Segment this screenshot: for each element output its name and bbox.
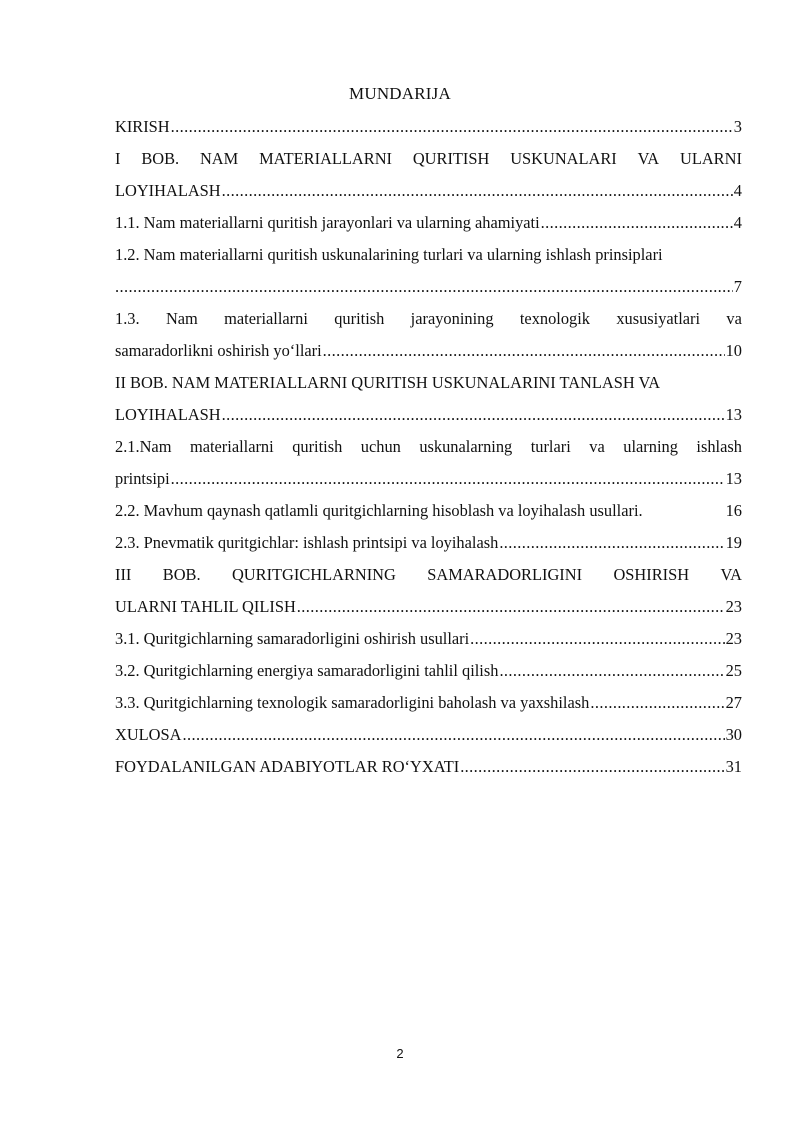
toc-entry[interactable]	[115, 624, 742, 654]
toc-entry-page: 23	[725, 629, 742, 648]
leader-dots	[222, 400, 725, 430]
leader-dots	[499, 656, 724, 686]
toc-entry[interactable]	[115, 112, 742, 142]
toc-entry-label: 1.1. Nam materiallarni quritish jarayonlari va ularning ahamiyati	[115, 213, 540, 232]
toc-entry-line1[interactable]	[115, 560, 742, 590]
toc-entry[interactable]	[115, 272, 742, 302]
word: quritish	[292, 437, 343, 456]
leader-dots	[460, 752, 724, 782]
toc-entry-line1[interactable]	[115, 144, 742, 174]
word: uskunalarning	[419, 437, 513, 456]
toc-entry-label: II BOB. NAM MATERIALLARNI QURITISH USKUNALARINI TANLASH VA	[115, 373, 661, 392]
leader-dots	[115, 272, 733, 302]
toc-title: MUNDARIJA	[349, 84, 451, 103]
leader-dots	[171, 112, 733, 142]
leader-dots	[182, 720, 724, 750]
toc-entry-label: ULARNI TAHLIL QILISH	[115, 597, 296, 616]
leader-dots	[470, 624, 724, 654]
toc-entry-page: 4	[733, 181, 742, 200]
toc-entry-page: 19	[725, 533, 742, 552]
toc-entry-line1[interactable]	[115, 432, 742, 462]
word: ishlash	[696, 437, 742, 456]
word: xususiyatlari	[616, 309, 701, 328]
word: BOB.	[162, 565, 201, 584]
word: QURITISH	[412, 149, 490, 168]
toc-entry-label: printsipi	[115, 469, 170, 488]
word: 1.3.	[115, 309, 140, 328]
word: texnologik	[519, 309, 590, 328]
word: MATERIALLARNI	[259, 149, 392, 168]
toc-entry-page: 30	[725, 725, 742, 744]
word: va	[589, 437, 605, 456]
toc-entry-page: 13	[725, 405, 742, 424]
word: quritish	[334, 309, 385, 328]
leader-dots	[323, 336, 725, 366]
word: OSHIRISH	[613, 565, 690, 584]
toc-entry-label: LOYIHALASH	[115, 181, 221, 200]
toc-entry-label: 3.3. Quritgichlarning texnologik samaradorligini baholash va yaxshilash	[115, 693, 590, 712]
leader-dots	[499, 528, 724, 558]
word: turlari	[530, 437, 571, 456]
word: jarayonining	[410, 309, 494, 328]
toc-entry-label: 3.1. Quritgichlarning samaradorligini oshirish usullari	[115, 629, 470, 648]
toc-entry-page: 27	[725, 693, 742, 712]
toc-entry[interactable]	[115, 752, 742, 782]
toc-entry-page: 3	[733, 117, 742, 136]
toc-entry-label: 3.2. Quritgichlarning energiya samaradorligini tahlil qilish	[115, 661, 499, 680]
word: QURITGICHLARNING	[231, 565, 396, 584]
toc-entry[interactable]	[115, 720, 742, 750]
word: ularning	[623, 437, 678, 456]
toc-entry-page: 25	[725, 661, 742, 680]
toc-entry-page: 4	[733, 213, 742, 232]
toc-entry-page: 16	[725, 501, 742, 520]
toc-entry-label: 1.2. Nam materiallarni quritish uskunalarining turlari va ularning ishlash prinsiplari	[115, 245, 663, 264]
word: 2.1.Nam	[115, 437, 172, 456]
word: SAMARADORLIGINI	[427, 565, 583, 584]
leader-dots	[590, 688, 724, 718]
toc-entry[interactable]	[115, 464, 742, 494]
toc-entry-line1[interactable]	[115, 368, 742, 398]
toc-entry-line1[interactable]	[115, 240, 742, 270]
toc-entry[interactable]	[115, 688, 742, 718]
word: III	[115, 565, 132, 584]
toc-entry[interactable]	[115, 336, 742, 366]
word: uchun	[360, 437, 401, 456]
toc-entry-page: 7	[733, 277, 742, 296]
toc-entry-line1[interactable]	[115, 304, 742, 334]
toc-entry[interactable]	[115, 592, 742, 622]
word: ULARNI	[679, 149, 742, 168]
toc-entry[interactable]	[115, 528, 742, 558]
toc-entry[interactable]	[115, 208, 742, 238]
toc-entry-label: FOYDALANILGAN ADABIYOTLAR RO‘YXATI	[115, 757, 460, 776]
word: NAM	[199, 149, 239, 168]
toc-entry[interactable]	[115, 496, 742, 526]
page-number: 2	[396, 1046, 404, 1061]
leader-dots	[171, 464, 725, 494]
toc-entry[interactable]	[115, 656, 742, 686]
word: materiallarni	[224, 309, 308, 328]
word: BOB.	[141, 149, 180, 168]
word: I	[115, 149, 121, 168]
toc-entry-page: 13	[725, 469, 742, 488]
toc-entry-label: XULOSA	[115, 725, 182, 744]
toc-entry-page: 31	[725, 757, 742, 776]
word: va	[726, 309, 742, 328]
word: materiallarni	[189, 437, 274, 456]
toc-entry[interactable]	[115, 400, 742, 430]
leader-dots	[222, 176, 733, 206]
toc-entry-page: 23	[725, 597, 742, 616]
leader-dots	[541, 208, 733, 238]
word: VA	[720, 565, 742, 584]
toc-entry-label: KIRISH	[115, 117, 170, 136]
toc-entry-label: LOYIHALASH	[115, 405, 221, 424]
toc-entry[interactable]	[115, 176, 742, 206]
toc-entry-label: 2.2. Mavhum qaynash qatlamli quritgichlarning hisoblash va loyihalash usullari.	[115, 501, 643, 520]
leader-dots	[297, 592, 725, 622]
word: USKUNALARI	[510, 149, 617, 168]
toc-entry-page: 10	[725, 341, 742, 360]
toc-entry-label: samaradorlikni oshirish yo‘llari	[115, 341, 322, 360]
toc-entry-label: 2.3. Pnevmatik quritgichlar: ishlash printsipi va loyihalash	[115, 533, 499, 552]
word: VA	[637, 149, 660, 168]
word: Nam	[165, 309, 198, 328]
